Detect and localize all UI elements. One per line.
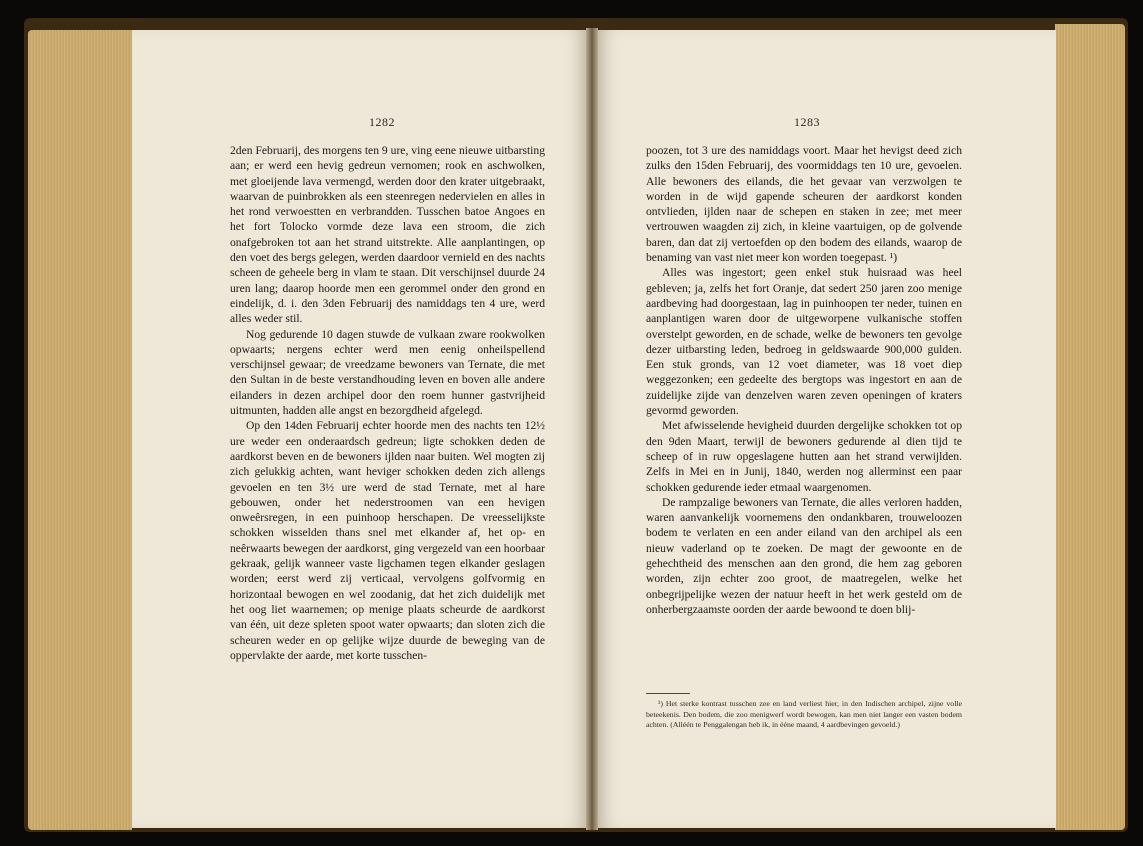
right-paragraph-1: poozen, tot 3 ure des namiddags voort. Maar het hevigst deed zich zulks den 15den Februarij, des voormiddags ten 10 ure, gevoelen. Alle bewoners des eilands, die het gevaar van verzwolgen te worden in de wijd gapende scheuren der aardkorst konden ontvlieden, ijlden naar de schepen en staken in zee; met meer vertrouwen waagden zij zich, in kleine vaartuigen, op de golvende baren, dan dat zij vertoefden op den bodem des eilands, waarop de benaming van vast niet meer kon worden toegepast. ¹) [646,144,962,265]
left-paragraph-1: 2den Februarij, des morgens ten 9 ure, ving eene nieuwe uitbarsting aan; er werd een hevig gedreun vernomen; rook en aschwolken, met gloeijende lava vermengd, werden door den krater uitgebraakt, waarvan de puinbrokken als een steenregen nedervielen en alles in het rond verwoestten en verbrandden. Tusschen batoe Angoes en het fort Tolocko vormde deze lava een stroom, die zich onafgebroken tot aan het strand uitstrekte. Alle aanplantingen, op den voet des bergs gelegen, werden daardoor vernield en des nachts scheen de geheele berg in vlam te staan. Dit verschijnsel duurde 24 uren lang; daarop hoorde men een gerommel onder den grond en eindelijk, d. i. den 3den Februarij des namiddags ten 4 ure, werd alles weder stil. [230,144,545,326]
book-gutter [586,28,598,830]
right-page-body [646,143,962,617]
right-page [594,30,1056,828]
right-paragraph-4: De rampzalige bewoners van Ternate, die alles verloren hadden, waren aanvankelijk voornemens den ondankbaren, trouweloozen bodem te verlaten en een ander eiland van den archipel als een nieuw vaderland op te zoeken. De magt der gewoonte en de gehechtheid des menschen aan den grond, die hem zag geboren worden, zijn echter zoo groot, de maatregelen, welke het onbegrijpelijke wezen der natuur heeft in het werk gesteld om de onherbergzaamste oorden der aarde bewoond te doen blij- [646,495,962,616]
right-paragraph-3: Met afwisselende hevigheid duurden dergelijke schokken tot op den 9den Maart, terwijl de bewoners gedurende al dien tijd te scheep of in ruw opgeslagene hutten aan het strand verwijlden. Zelfs in Mei en in Junij, 1840, werden nog allerminst een paar schokken gedurende ieder etmaal waargenomen. [646,419,962,494]
right-page-edges [1055,24,1125,830]
right-paragraph-2: Alles was ingestort; geen enkel stuk huisraad was heel gebleven; ja, zelfs het fort Oranje, dat sedert 250 jaren zoo menige aardbeving had doorgestaan, lag in puinhoopen ter neder, tuinen en aanplantigen waren door de uitgeworpene vulkanische stoffen overstelpt geworden, en de schade, welke de bewoners ten gevolge dezer uitbarsting leden, bedroeg in geldswaarde 900,000 gulden. Een stuk gronds, van 12 voet diameter, was 18 voet diep weggezonken; een gedeelte des bergtops was ingestort en aan de zuidelijke zijde van denzelven waren zeven openingen of kraters gevormd geworden. [646,266,962,418]
left-page [132,30,590,828]
left-page-number: 1282 [369,115,395,129]
left-page-edges [28,30,132,830]
right-page-number: 1283 [794,115,820,129]
left-paragraph-3: Op den 14den Februarij echter hoorde men des nachts ten 12½ ure weder een onderaardsch gedreun; ligte schokken deden de aardkorst beven en de bewoners ijlden naar buiten. Wel mogten zij zich gelukkig achten, want heviger schokken deden zich allengs gevoelen en ten 3½ ure werd de stad Ternate, met al hare gebouwen, onder het nederstroomen van een hevigen onweêrsregen, in een puinhoop herschapen. De vreesselijkste schokken wisselden thans snel met elkander af, het op- en neêrwaarts bewegen der aardkorst, ging vergezeld van een hoorbaar gekraak, gelijk wanneer vaste ligchamen tegen elkander geslagen worden; eerst werd zij verticaal, vervolgens golfvormig en horizontaal bewogen en wel zoodanig, dat het zich duidelijk met het oog liet waarnemen; op menige plaats scheurde de aardkorst van één, uit deze spleten spoot water opwaarts; dan sloten zich die scheuren weder en op gelijke wijze duurde de beweging van de oppervlakte der aarde, met korte tusschen- [230,419,545,662]
left-page-body [230,143,545,663]
footnote: ¹) Het sterke kontrast tusschen zee en land verliest hier, in den Indischen archipel, zijne volle beteekenis. Den bodem, die zoo menigwerf wordt bewogen, kan men niet langer een vasten bodem achten. (Alléén te Penggalengan heb ik, in ééne maand, 4 aardbevingen gevoeld.) [646,699,962,730]
footnote-divider [646,693,690,694]
left-paragraph-2: Nog gedurende 10 dagen stuwde de vulkaan zware rookwolken opwaarts; nergens echter werd men eenig onheilspellend verschijnsel gewaar; de vreedzame bewoners van Ternate, die met den Sultan in de beste verstandhouding leven en boven alle andere eilanders in dezen archipel door den roem hunner gastvrijheid uitmunten, hadden alle angst en bezorgdheid afgelegd. [230,327,545,418]
